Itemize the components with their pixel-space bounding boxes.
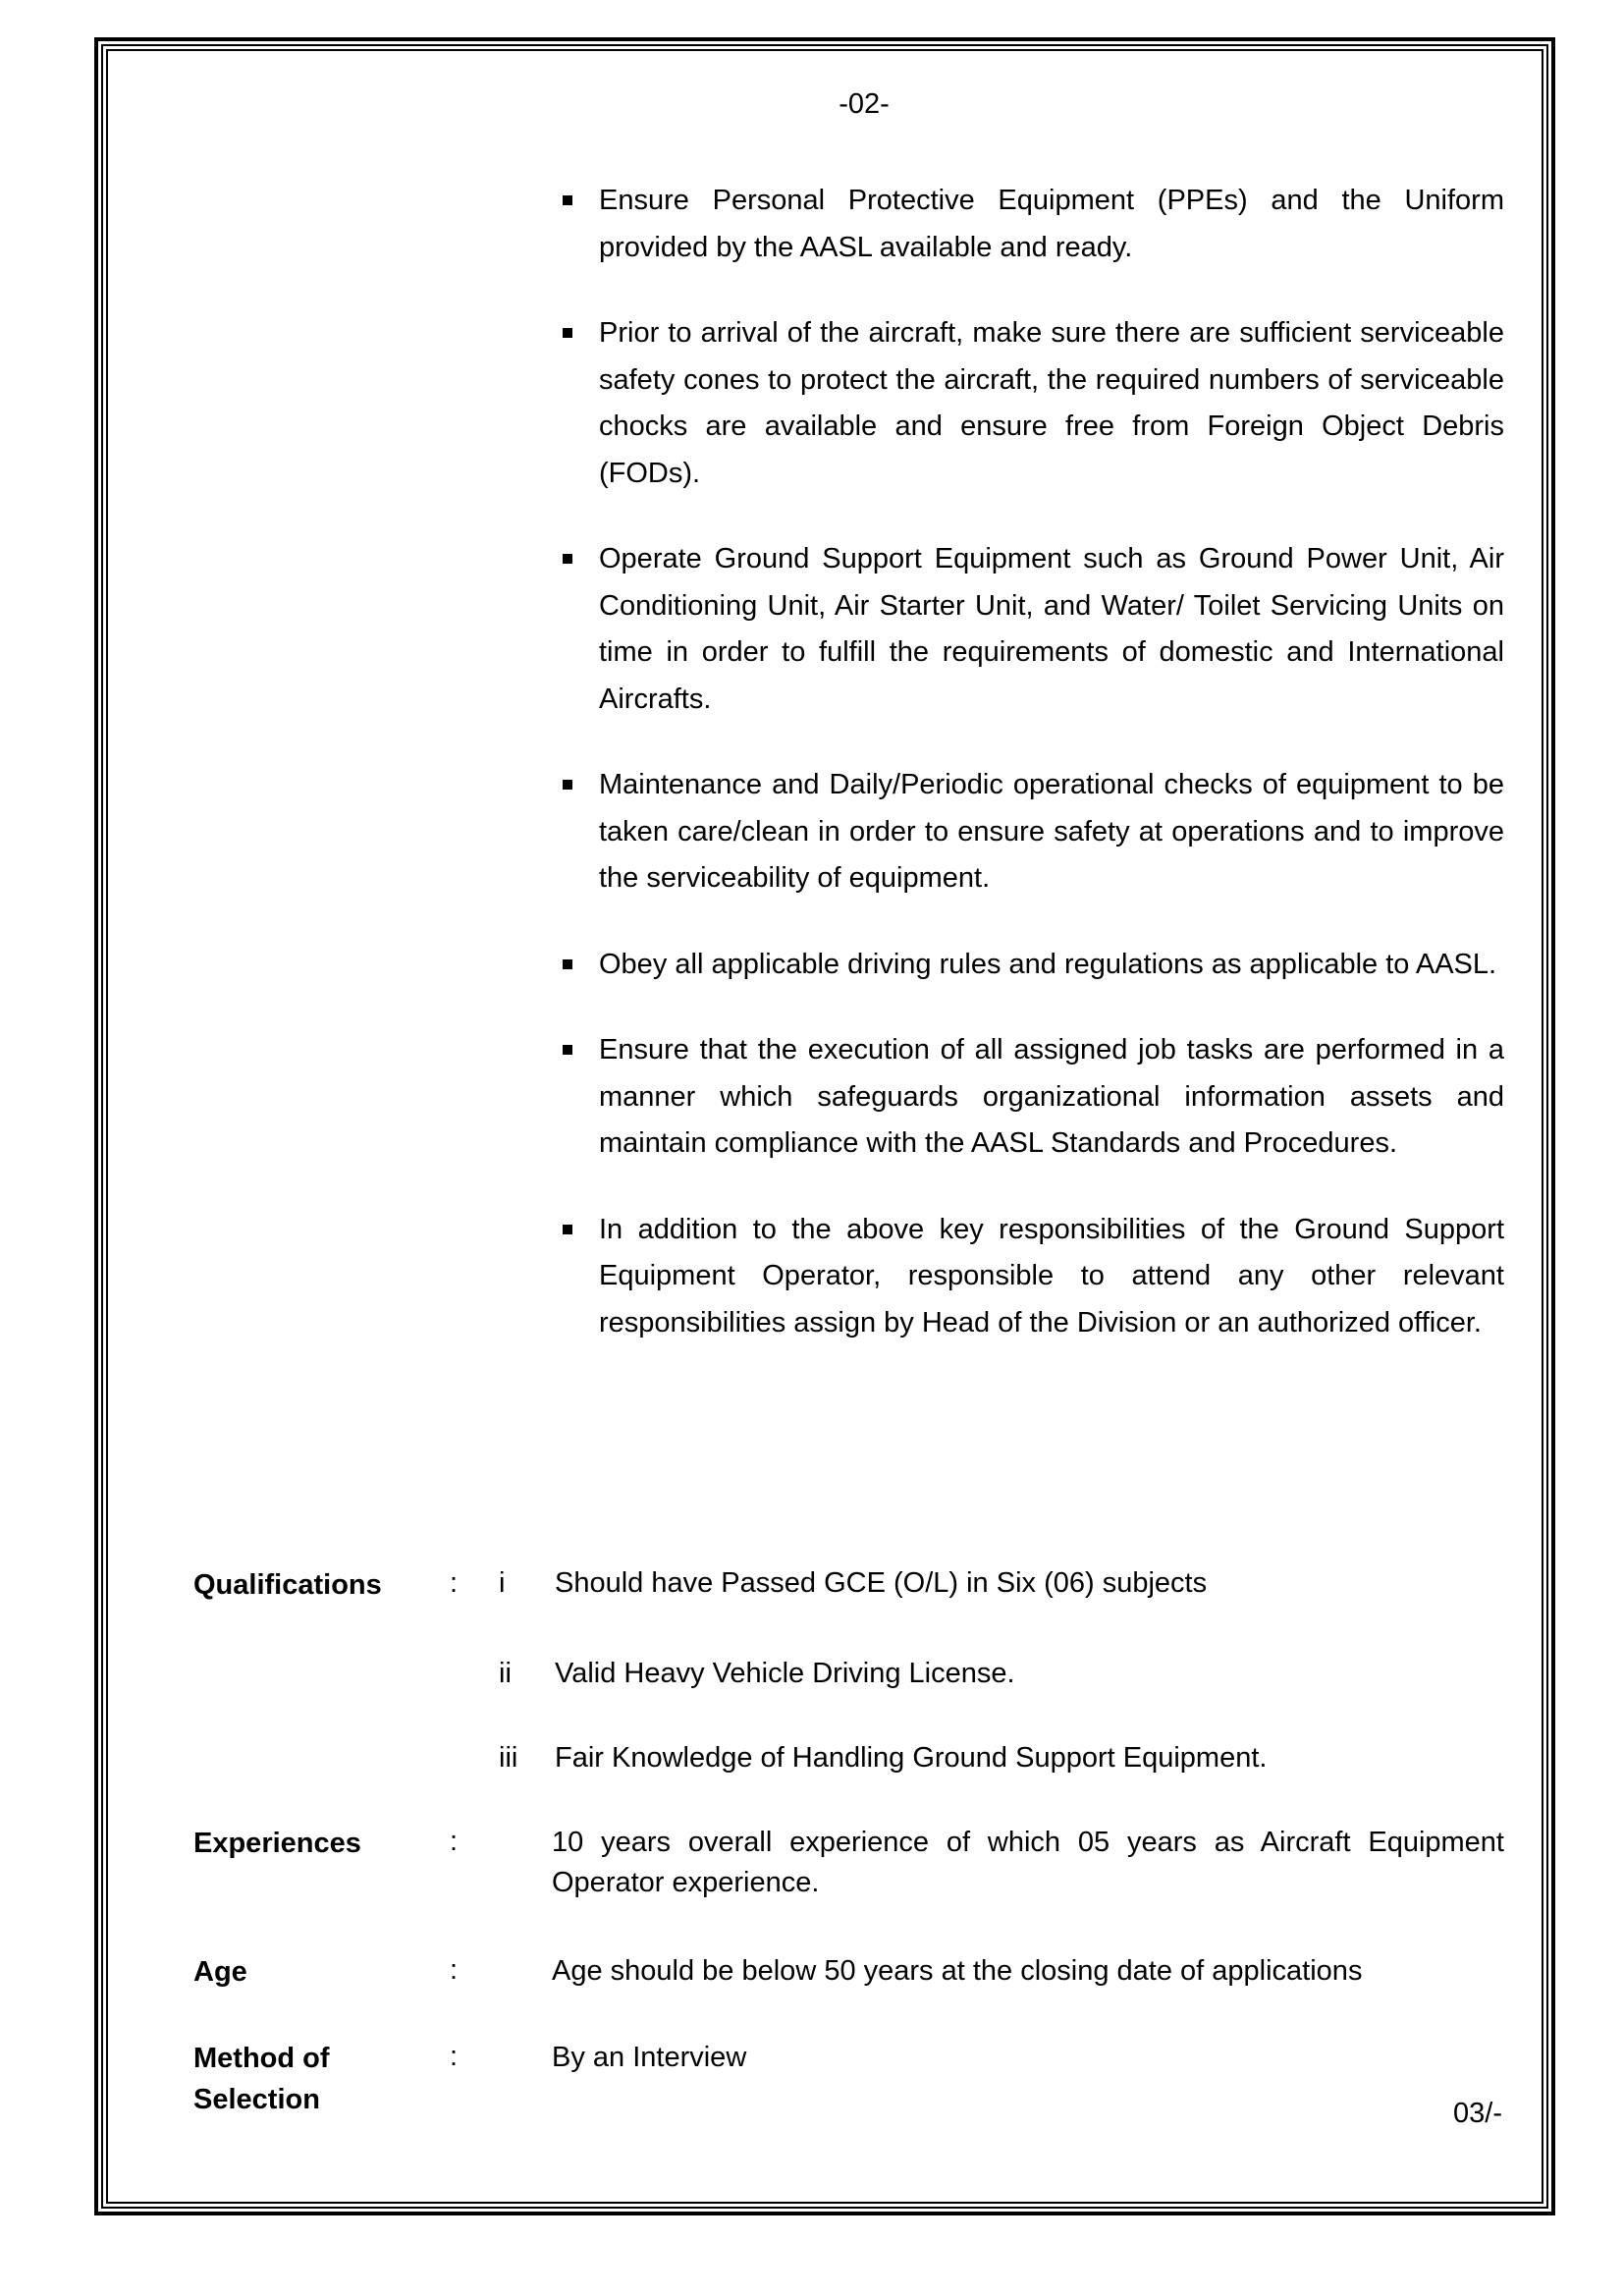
list-item [556, 1207, 1504, 1347]
responsibility-text: In addition to the above key responsibilities of the Ground Support Equipment Operator, responsible to attend any other relevant responsibilities assign by Head of the Division or an authorized officer. [599, 1213, 1504, 1339]
qualification-text: Fair Knowledge of Handling Ground Support Equipment. [555, 1742, 1268, 1774]
continued-page-marker: 03/- [1453, 2098, 1502, 2129]
age-text: Age should be below 50 years at the closing date of applications [552, 1955, 1363, 1987]
age-label: Age [193, 1956, 247, 1988]
square-bullet-icon [563, 1045, 572, 1055]
qualifications-label: Qualifications [193, 1569, 382, 1601]
list-item [556, 536, 1504, 723]
responsibility-text: Prior to arrival of the aircraft, make sure there are sufficient serviceable safety cones to protect the aircraft, the required numbers of serviceable chocks are available and ensure free from Foreign Object Debris (FODs). [599, 317, 1504, 489]
qualification-number: iii [499, 1742, 518, 1774]
method-of-selection-label-line2: Selection [193, 2084, 320, 2115]
qualification-text: Should have Passed GCE (O/L) in Six (06) subjects [555, 1567, 1208, 1599]
square-bullet-icon [563, 780, 572, 790]
list-item [556, 1027, 1504, 1168]
list-item [556, 762, 1504, 902]
responsibilities-list [556, 178, 1504, 1386]
age-colon: : [450, 1954, 459, 1986]
square-bullet-icon [563, 959, 572, 969]
list-item [556, 942, 1504, 989]
list-item [556, 178, 1504, 271]
square-bullet-icon [563, 554, 572, 564]
experiences-text: 10 years overall experience of which 05 years as Aircraft Equipment Operator experience. [552, 1827, 1504, 1898]
responsibility-text: Obey all applicable driving rules and regulations as applicable to AASL. [599, 948, 1497, 980]
method-of-selection-colon: : [450, 2041, 459, 2072]
responsibility-text: Maintenance and Daily/Periodic operational checks of equipment to be taken care/clean in order to ensure safety at operations and to improve the serviceability of equipment. [599, 769, 1504, 894]
qualification-number: ii [499, 1658, 512, 1689]
responsibility-text: Ensure Personal Protective Equipment (PPEs) and the Uniform provided by the AASL available and ready. [599, 185, 1504, 263]
method-of-selection-text: By an Interview [552, 2042, 747, 2073]
square-bullet-icon [563, 1225, 572, 1234]
experiences-label: Experiences [193, 1828, 361, 1859]
square-bullet-icon [563, 195, 572, 205]
page-number: -02- [839, 88, 890, 120]
qualification-text: Valid Heavy Vehicle Driving License. [555, 1658, 1015, 1689]
method-of-selection-label-line1: Method of [193, 2043, 330, 2074]
qualifications-colon: : [450, 1567, 459, 1599]
responsibility-text: Ensure that the execution of all assigned job tasks are performed in a manner which safeguards organizational information assets and maintain compliance with the AASL Standards and Procedures. [599, 1034, 1504, 1159]
experiences-colon: : [450, 1826, 459, 1857]
qualification-number: i [499, 1567, 506, 1599]
square-bullet-icon [563, 328, 572, 338]
responsibility-text: Operate Ground Support Equipment such as Ground Power Unit, Air Conditioning Unit, Air Starter Unit, and Water/ Toilet Servicing Units on time in order to fulfill the requirements of domestic and International Aircrafts. [599, 543, 1504, 715]
list-item [556, 310, 1504, 497]
